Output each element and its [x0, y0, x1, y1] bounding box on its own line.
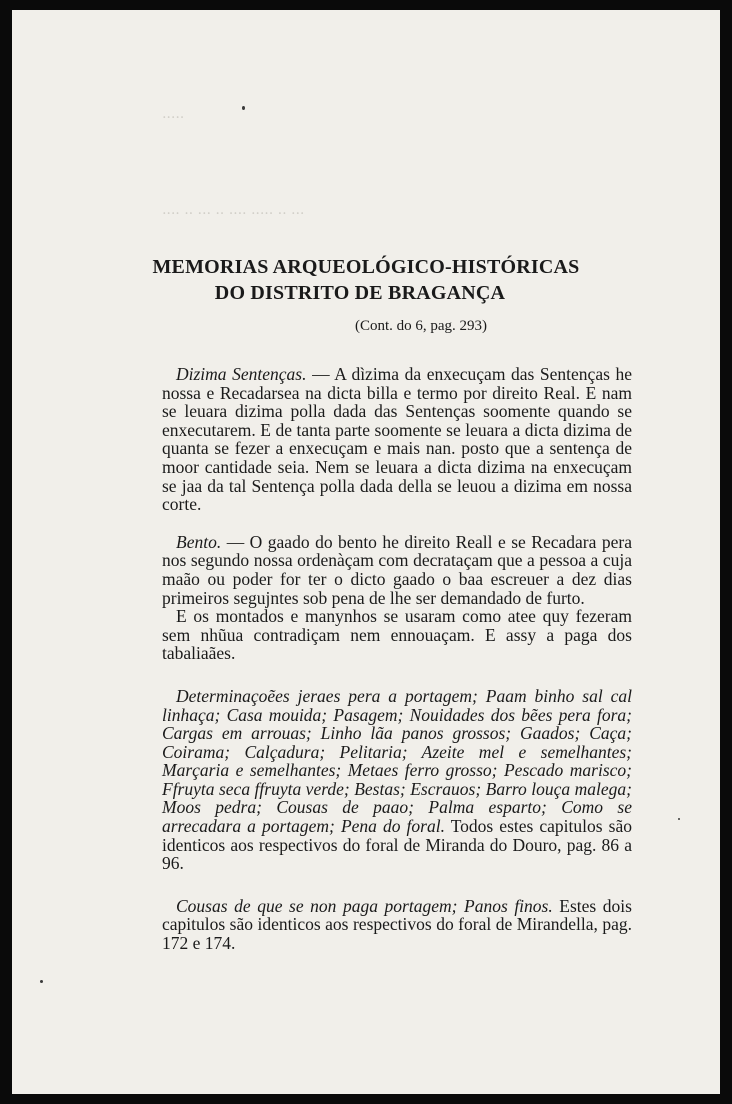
paragraph-lead: Cousas de que se non paga portagem; Panos finos.: [176, 895, 553, 916]
paragraph-lead: Determinaçoẽes jeraes pera a portagem; Paam binho sal cal linhaça; Casa mouida; Pasagem; Nouidades dos bẽes pera fora; Cargas em arrouas; Linho lãa panos grossos; Gaados; Caça; Coirama; Calçadura; Pelitaria; Azeite mel e semelhantes; Marçaria e semelhantes; Metaes ferro grosso; Pescado marisco; Ffruyta seca ffruyta verde; Bestas; Escrauos; Barro louça malega; Moos pedra; Cousas de paao; Palma esparto; Como se arrecadara a portagem; Pena do foral.: [162, 685, 632, 837]
paragraph-text: — O gaado do bento he direito Reall e se Recadara pera nos segundo nossa ordenàçam com decrataçam que a pessoa a cuja maão ou poder for ter o dicto gaado o baa escreuer a dez dias primeiros segujntes sob pena de lhe ser demandado de furto.: [162, 531, 632, 608]
paragraph-cousas: [162, 897, 632, 953]
paragraph-dizima: [162, 365, 632, 514]
paragraph-bento: [162, 533, 632, 607]
scan-speck: [242, 106, 245, 110]
bleed-through-decoration: ·····: [162, 110, 185, 126]
paragraph-text: — A dìzima da enxecuçam das Sentenças he nossa e Recadarsea na dicta billa e termo por direito Real. E nam se leuara dizima polla dada das Sentenças soomente quando se enxecutarem. E de tanta parte soomente se leuara a dicta dizima de quanta se fezer a enxecuçam e mais nan. posto que a sentença de moor cantidade seia. Nem se leuara a dicta dizima na enxecuçam se jaa da tal Sentença polla dada della se leuou a dizima em nossa corte.: [162, 364, 632, 515]
paragraph-text: Estes dois capitulos são identicos aos respectivos do foral de Mirandella, pag. 172 e 174.: [162, 895, 632, 954]
paragraph-lead: Dizima Sentenças.: [176, 364, 307, 384]
scan-speck: [678, 818, 680, 820]
page-title-line1: MEMORIAS ARQUEOLÓGICO-HISTÓRICAS: [152, 256, 580, 278]
paragraph-text: E os montados e manynhos se usaram como atee quy fezeram sem nhũua contradiçam nem ennouaçam. E assy a paga dos tabaliaães.: [162, 606, 632, 664]
article-body: [162, 365, 632, 953]
paragraph-lead: Bento.: [176, 531, 222, 552]
document-page: [12, 10, 720, 1094]
paragraph-determinacoes: [162, 687, 632, 873]
scan-speck: [40, 980, 43, 983]
bleed-through-decoration: ··· ·· ····· ···· ·· ··· ·· ····: [162, 206, 305, 222]
title-block: [12, 254, 720, 335]
continuation-note: (Cont. do 6, pag. 293): [354, 318, 488, 334]
page-title-line2: DO DISTRITO DE BRAGANÇA: [214, 282, 506, 304]
paragraph-montados: [162, 607, 632, 663]
paragraph-text: Todos estes capitulos são identicos aos respectivos do foral de Miranda do Douro, pag. 86 a 96.: [162, 816, 632, 874]
